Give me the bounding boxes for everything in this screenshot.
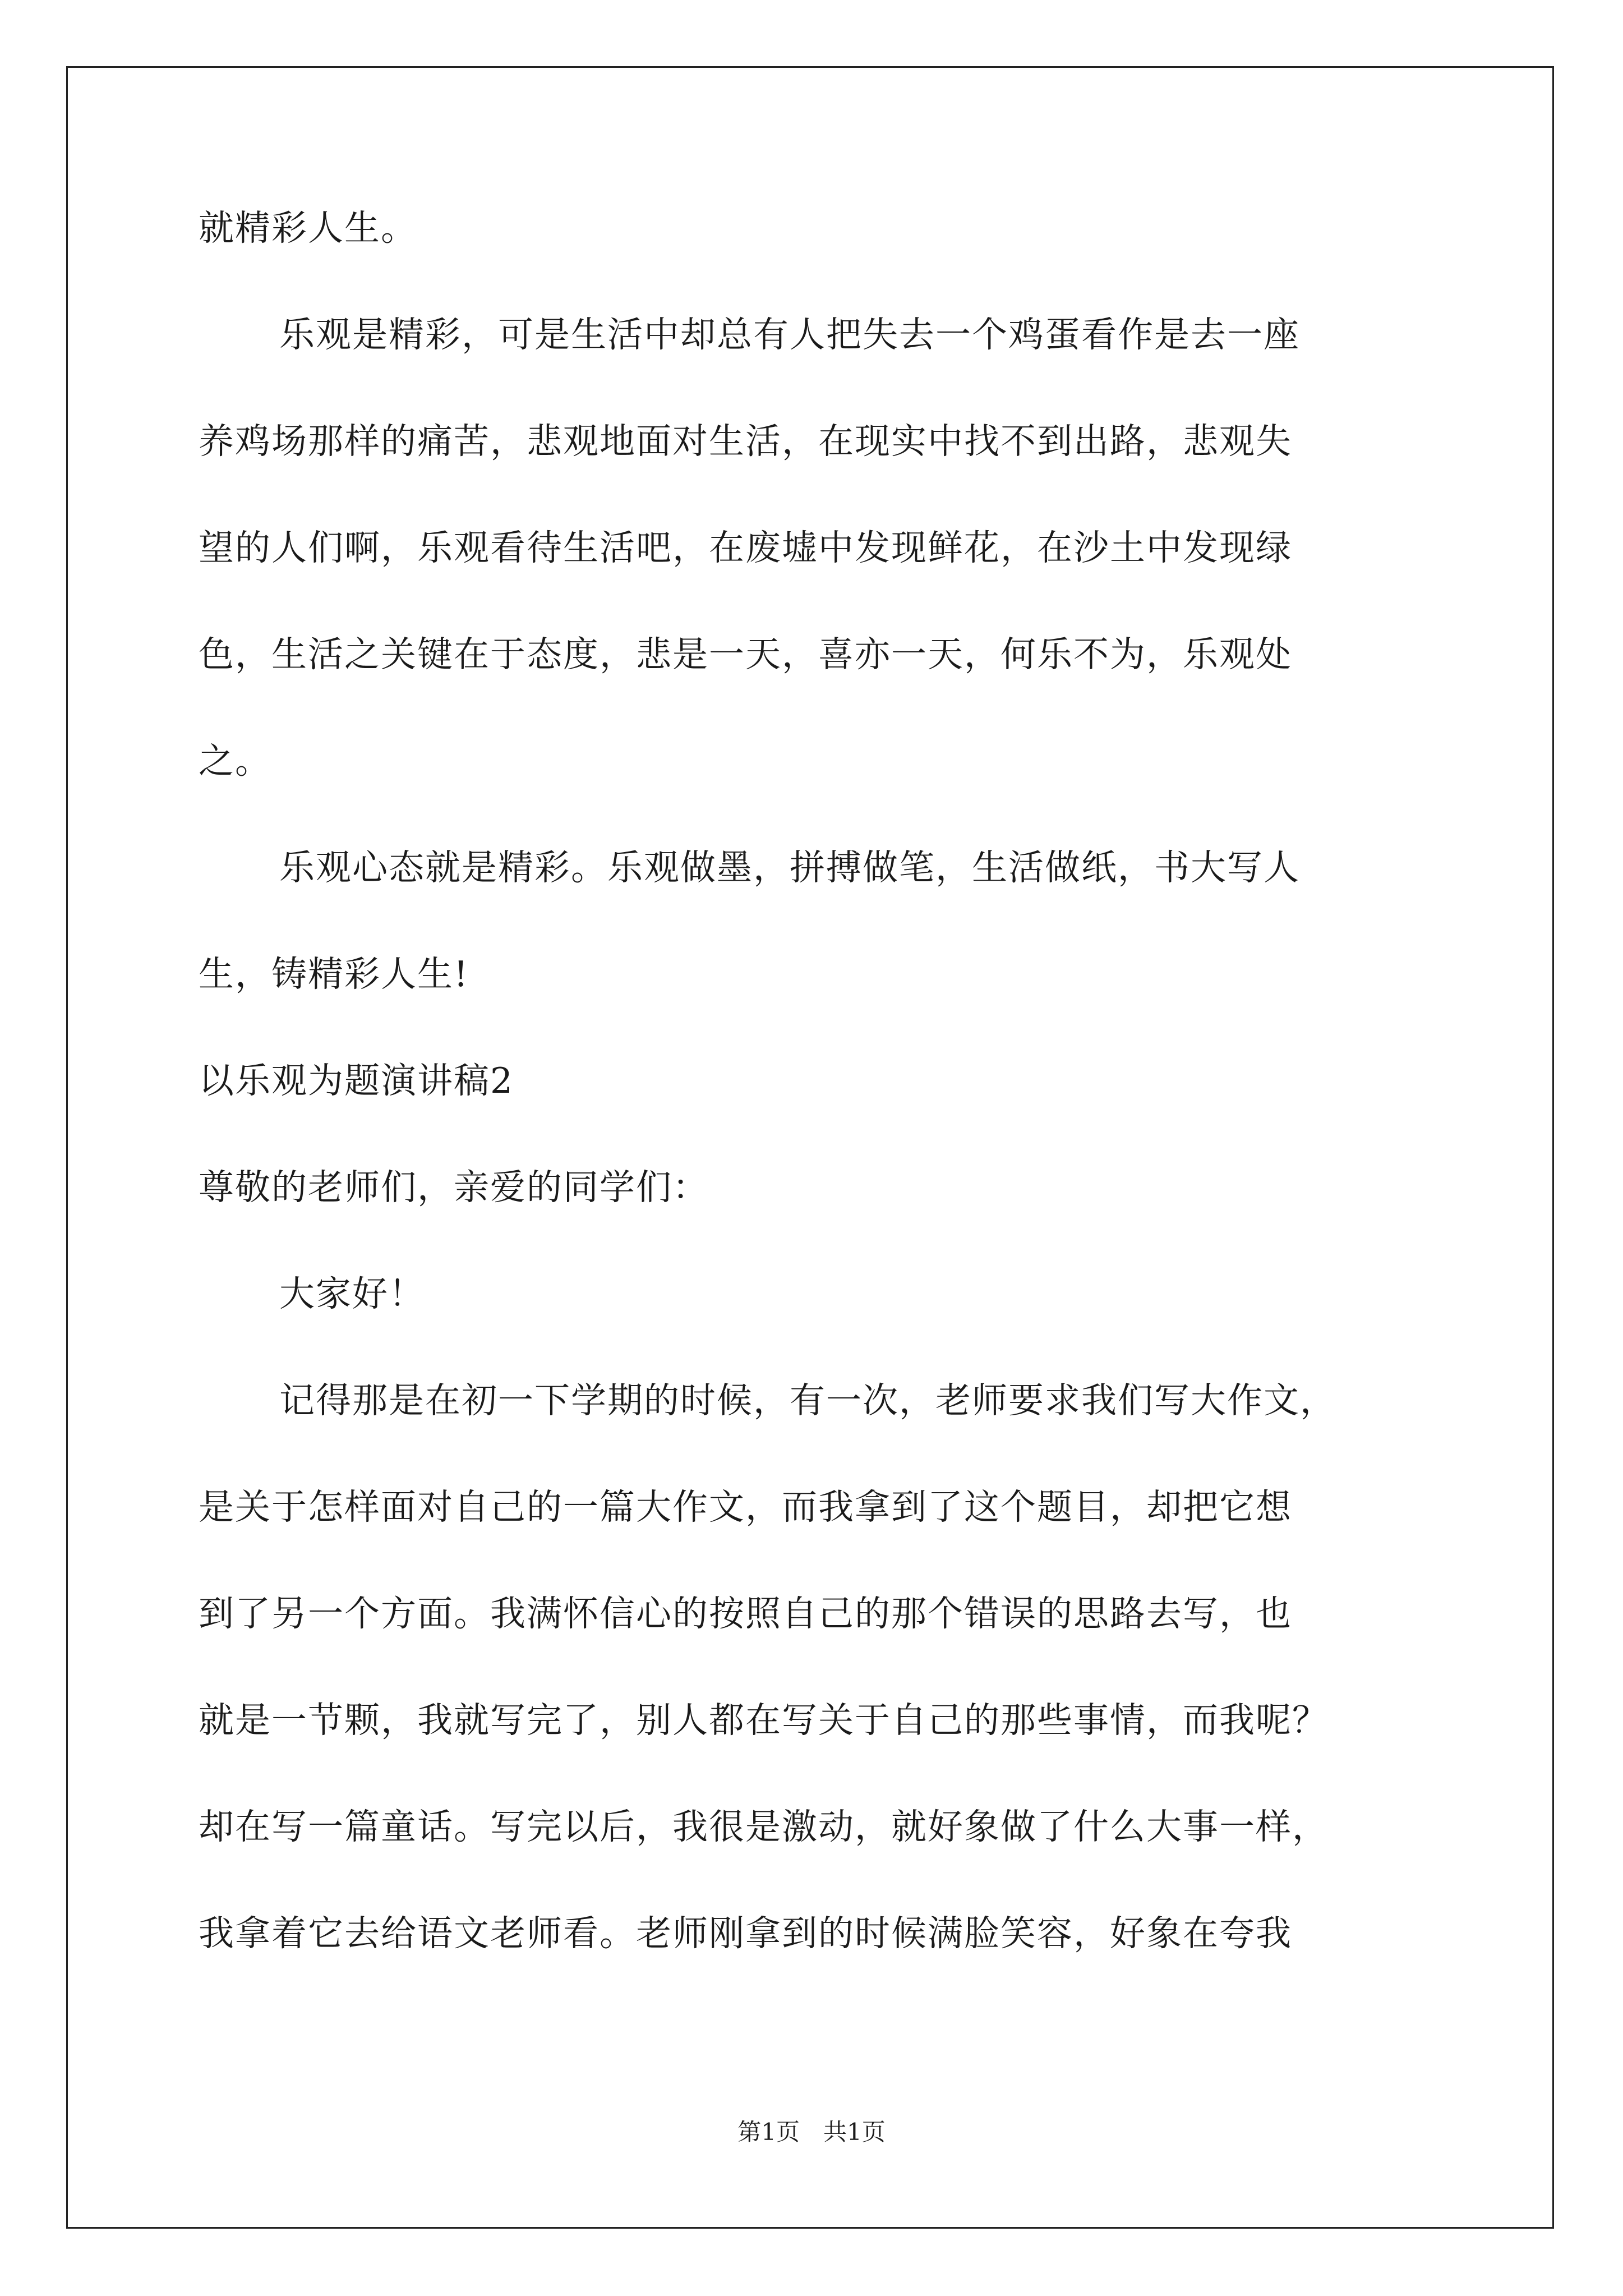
text-line: 却在写一篇童话。写完以后，我很是激动，就好象做了什么大事一样， [199,1806,1329,1847]
text-line: 是关于怎样面对自己的一篇大作文，而我拿到了这个题目，却把它想 [199,1487,1292,1527]
text-line: 到了另一个方面。我满怀信心的按照自己的那个错误的思路去写，也 [199,1593,1292,1634]
text-line: 养鸡场那样的痛苦，悲观地面对生活，在现实中找不到出路，悲观失 [199,421,1292,462]
text-line: 色，生活之关键在于态度，悲是一天，喜亦一天，何乐不为，乐观处 [199,634,1292,675]
text-line: 望的人们啊，乐观看待生活吧，在废墟中发现鲜花，在沙土中发现绿 [199,527,1292,568]
text-line: 就是一节颗，我就写完了，别人都在写关于自己的那些事情，而我呢？ [199,1700,1329,1741]
salutation: 尊敬的老师们，亲爱的同学们： [199,1167,709,1208]
text-line: 记得那是在初一下学期的时候，有一次，老师要求我们写大作文， [279,1380,1336,1421]
text-line: 我拿着它去给语文老师看。老师刚拿到的时候满脸笑容，好象在夸我 [199,1913,1292,1954]
page-footer: 第1页 共1页 [737,2118,886,2146]
text-line: 乐观是精彩，可是生活中却总有人把失去一个鸡蛋看作是去一座 [279,314,1300,355]
text-line: 生，铸精彩人生! [199,954,469,995]
greeting: 大家好！ [279,1273,425,1314]
text-line: 乐观心态就是精彩。乐观做墨，拼搏做笔，生活做纸，书大写人 [279,847,1300,888]
page-border [66,66,1554,2229]
section-heading: 以乐观为题演讲稿2 [199,1060,514,1101]
text-line: 之。 [199,740,271,781]
text-line: 就精彩人生。 [199,208,417,249]
